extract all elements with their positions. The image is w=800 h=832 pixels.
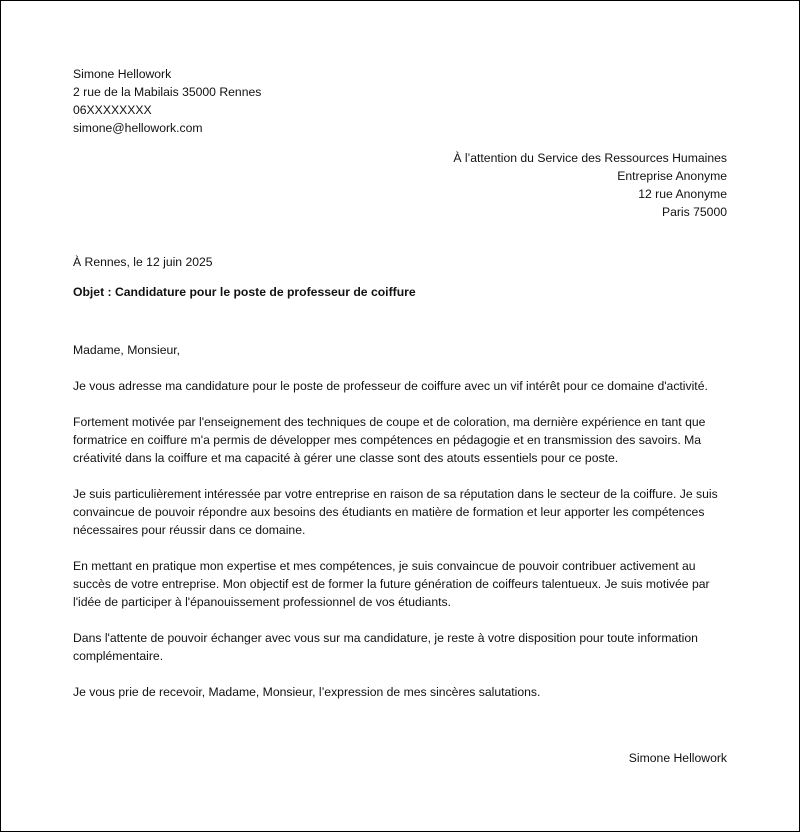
letter-subject: Objet : Candidature pour le poste de professeur de coiffure [73,285,416,299]
salutation: Madame, Monsieur, [73,343,181,357]
body-paragraph: Dans l'attente de pouvoir échanger avec vous sur ma candidature, je reste à votre disposition pour toute information complémentaire. [73,631,698,663]
signature: Simone Hellowork [628,751,727,765]
recipient-block [453,149,727,221]
recipient-city: Paris 75000 [661,205,727,219]
body-paragraph: Fortement motivée par l'enseignement des techniques de coupe et de coloration, ma dernière expérience en tant que formatrice en coiffure m'a permis de développer mes compétences en pédagogie et en transmission des savoirs. Ma créativité dans la coiffure et ma capacité à gérer une classe sont des atouts essentiels pour ce poste. [73,415,706,465]
sender-phone: 06XXXXXXXX [73,103,152,117]
letter-date: À Rennes, le 12 juin 2025 [73,255,213,269]
body-paragraph: Je suis particulièrement intéressée par votre entreprise en raison de sa réputation dans le secteur de la coiffure. Je suis convaincue de pouvoir répondre aux besoins des étudiants en matière de formation et leur apporter les compétences nécessaires pour réussir dans ce domaine. [73,487,718,537]
recipient-company: Entreprise Anonyme [617,169,727,183]
recipient-street: 12 rue Anonyme [638,187,727,201]
body-paragraph: Je vous adresse ma candidature pour le poste de professeur de coiffure avec un vif intérêt pour ce domaine d'activité. [73,379,708,393]
recipient-attention: À l’attention du Service des Ressources Humaines [453,151,727,165]
sender-block [73,65,261,137]
sender-email: simone@hellowork.com [73,121,203,135]
sender-address: 2 rue de la Mabilais 35000 Rennes [73,85,262,99]
body-paragraph: En mettant en pratique mon expertise et mes compétences, je suis convaincue de pouvoir contribuer activement au succès de votre entreprise. Mon objectif est de former la future génération de coiffeurs talentueux. Je suis motivée par l'idée de participer à l'épanouissement professionnel de vos étudiants. [73,559,710,609]
sender-name: Simone Hellowork [73,67,172,81]
closing-formula: Je vous prie de recevoir, Madame, Monsieur, l’expression de mes sincères salutations. [73,685,541,699]
letter-body [73,341,729,719]
